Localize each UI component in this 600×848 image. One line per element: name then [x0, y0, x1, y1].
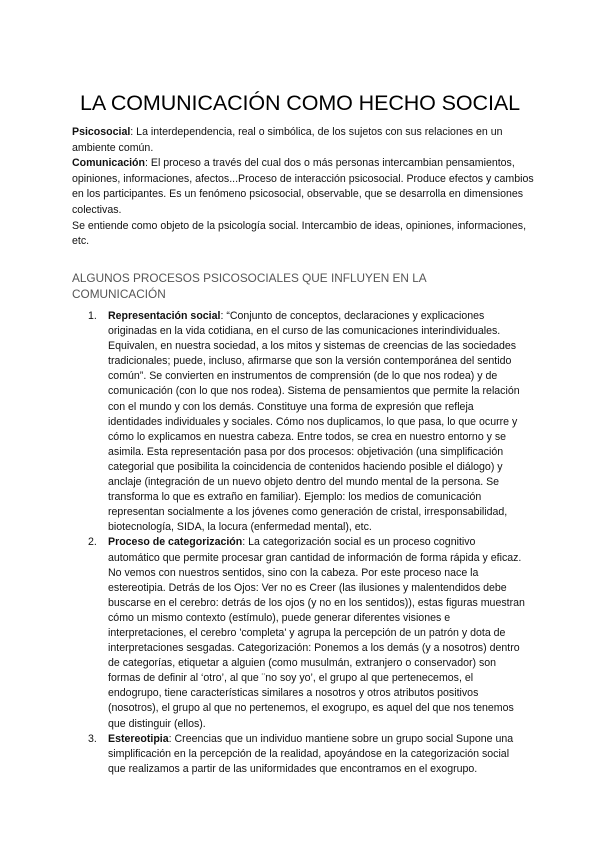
psicosocial-paragraph [72, 125, 534, 156]
list-item-number: 1. [88, 310, 97, 322]
list-item-text: : La categorización social es un proceso cognitivo automático que permite procesar gran cantidad de información de forma rápida y eficaz. No vemos con nuestros sentidos, sino con la cabeza. Por este proceso nace la estereotipia. Detrás de los Ojos: Ver no es Creer (las ilusiones y malentendidos debe buscarse en el cerebro: detrás de los ojos (y no en los sentidos)), estas figuras muestran cómo un mismo contexto (estímulo), puede generar diferentes visiones e interpretaciones, el cerebro 'completa' y agrupa la percepción de un patrón y dota de interpretaciones sesgadas. Categorización: Ponemos a los demás (y a nosotros) dentro de categorías, etiquetar a alguien (como musulmán, extranjero o conservador) son formas de definir al ‘otro’, al que ¨no soy yo’, el grupo al que pertenecemos, el endogrupo, tiene características similares a nosotros y otros atributos positivos (nosotros), el grupo al que no pertenemos, el exogrupo, es aquel del que nos tenemos que distinguir (ellos). [108, 536, 525, 730]
processes-list [72, 309, 528, 777]
list-item-number: 2. [88, 536, 97, 549]
objeto-paragraph: Se entiende como objeto de la psicología social. Intercambio de ideas, opiniones, informaciones, etc. [72, 219, 527, 248]
list-item [72, 309, 528, 535]
list-item-text: : Creencias que un individuo mantiene sobre un grupo social Supone una simplificación en la percepción de la realidad, apoyándose en la categorización social que realizamos a partir de las uniformidades que encontramos en el exogrupo. [108, 732, 514, 775]
section-heading: ALGUNOS PROCESOS PSICOSOCIALES QUE INFLUYEN EN LA COMUNICACIÓN [72, 271, 427, 301]
page-title: LA COMUNICACIÓN COMO HECHO SOCIAL [80, 91, 520, 115]
list-item [72, 732, 528, 777]
list-item-term: Representación social [108, 310, 221, 322]
list-item-term: Proceso de categorización [108, 536, 243, 549]
comunicacion-definition: : El proceso a través del cual dos o más personas intercambian pensamientos, opiniones, informaciones, afectos...Proceso de interacción psicosocial. Produce efectos y cambios en los participantes. Es un fenómeno psicosocial, observable, que se desarrolla en dimensiones colectivas. [72, 157, 534, 216]
comunicacion-term: Comunicación [72, 157, 145, 170]
comunicacion-paragraph [72, 156, 534, 218]
intro-block [72, 125, 534, 250]
psicosocial-definition: : La interdependencia, real o simbólica, de los sujetos con sus relaciones en un ambiente común. [72, 126, 503, 154]
list-item-text: : “Conjunto de conceptos, declaraciones y explicaciones originadas en la vida cotidiana, en el curso de las comunicaciones interindividuales. Equivalen, en nuestra sociedad, a los mitos y sistemas de creencias de las sociedades tradicionales; puede, incluso, afirmarse que son la versión contemporánea del sentido común”. Se convierten en instrumentos de comprensión (de lo que nos rodea) y de comunicación (con lo que nos rodea). Sistema de pensamientos que permite la relación con el mundo y con los demás. Constituye una forma de expresión que refleja identidades individuales y sociales. Cómo nos duplicamos, lo que pasa, lo que ocurre y cómo lo explicamos en nuestra cabeza. Entre todos, se crea en nuestro entorno y se asimila. Esta representación pasa por dos procesos: objetivación (una simplificación categorial que posibilita la coincidencia de contenidos haciendo posible el diálogo) y anclaje (integración de un nuevo objeto dentro del mundo mental de la persona. Se transforma lo que es extraño en familiar). Ejemplo: los medios de comunicación representan socialmente a los jóvenes como generación de cristal, irresponsabilidad, biotecnología, SIDA, la locura (enfermedad mental), etc. [108, 310, 520, 534]
list-item-term: Estereotipia [108, 732, 169, 745]
psicosocial-term: Psicosocial [72, 126, 131, 138]
list-item [72, 535, 528, 731]
list-item-number: 3. [88, 732, 97, 745]
